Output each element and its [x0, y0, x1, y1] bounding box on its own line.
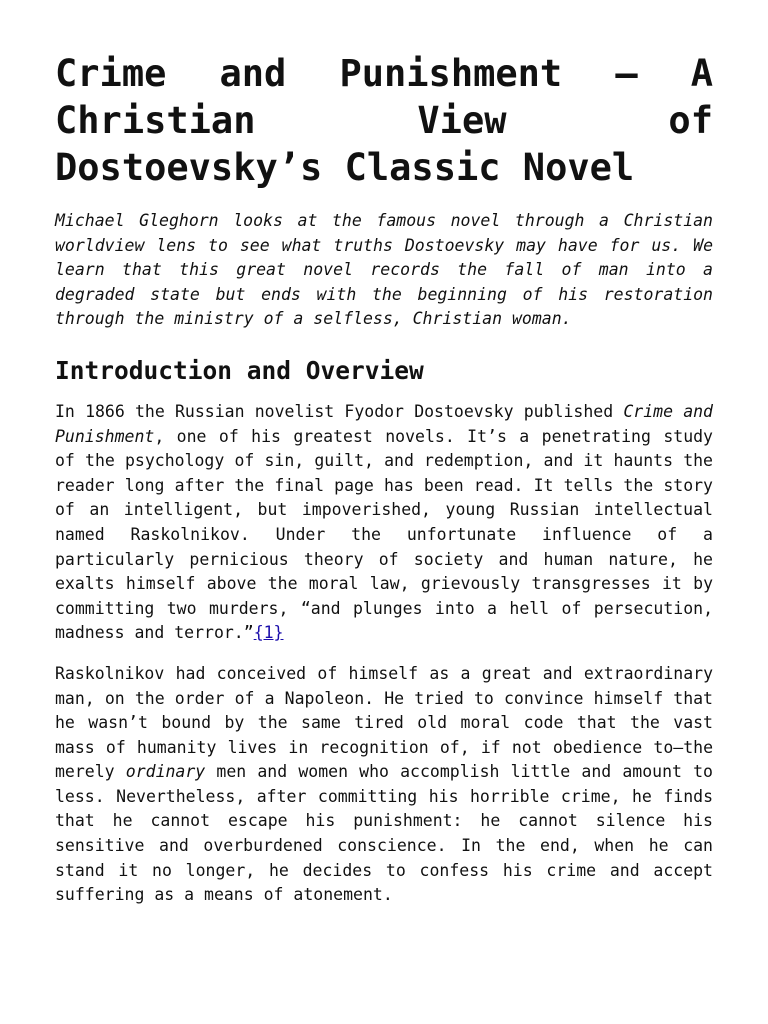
- paragraph-text: men and women who accomplish little and amount to less. Nevertheless, after committing his horrible crime, he finds that he cannot escape his punishment: he cannot silence his sensitive and overburdened conscience. In the end, when he can stand it no longer, he decides to confess his crime and accept suffering as a means of atonement.: [55, 762, 713, 905]
- paragraph-text: In 1866 the Russian novelist Fyodor Dostoevsky published: [55, 401, 624, 421]
- article-summary: Michael Gleghorn looks at the famous novel through a Christian worldview lens to see what truths Dostoevsky may have for us. We learn that this great novel records the fall of man into a degraded state but ends with the beginning of his restoration through the ministry of a selfless, Christian woman.: [55, 211, 713, 329]
- article: [55, 50, 713, 924]
- paragraph-introduction: [55, 400, 713, 646]
- section-heading: Introduction and Overview: [55, 355, 424, 385]
- page-title: Crime and Punishment – A Christian View of Dostoevsky’s Classic Novel: [55, 52, 713, 189]
- book-title: Crime and Punishment: [55, 401, 713, 446]
- paragraph-raskolnikov: [55, 662, 713, 908]
- paragraph-text: Raskolnikov had conceived of himself as a great and extraordinary man, on the order of a Napoleon. He tried to convince himself that he wasn’t bound by the same tired old moral code that the vast mass of humanity lives in recognition of, if not obedience to—the merely: [55, 663, 713, 782]
- emphasis-text: ordinary: [125, 762, 206, 782]
- paragraph-text: , one of his greatest novels. It’s a penetrating study of the psychology of sin, guilt, and redemption, and it haunts the reader long after the final page has been read. It tells the story of an intelligent, but impoverished, young Russian intellectual named Raskolnikov. Under the unfortunate influence of a particularly pernicious theory of society and human nature, he exalts himself above the moral law, grievously transgresses it by committing two murders, “and plunges into a hell of persecution, madness and terror.”: [55, 426, 713, 643]
- footnote-link[interactable]: {1}: [253, 623, 284, 643]
